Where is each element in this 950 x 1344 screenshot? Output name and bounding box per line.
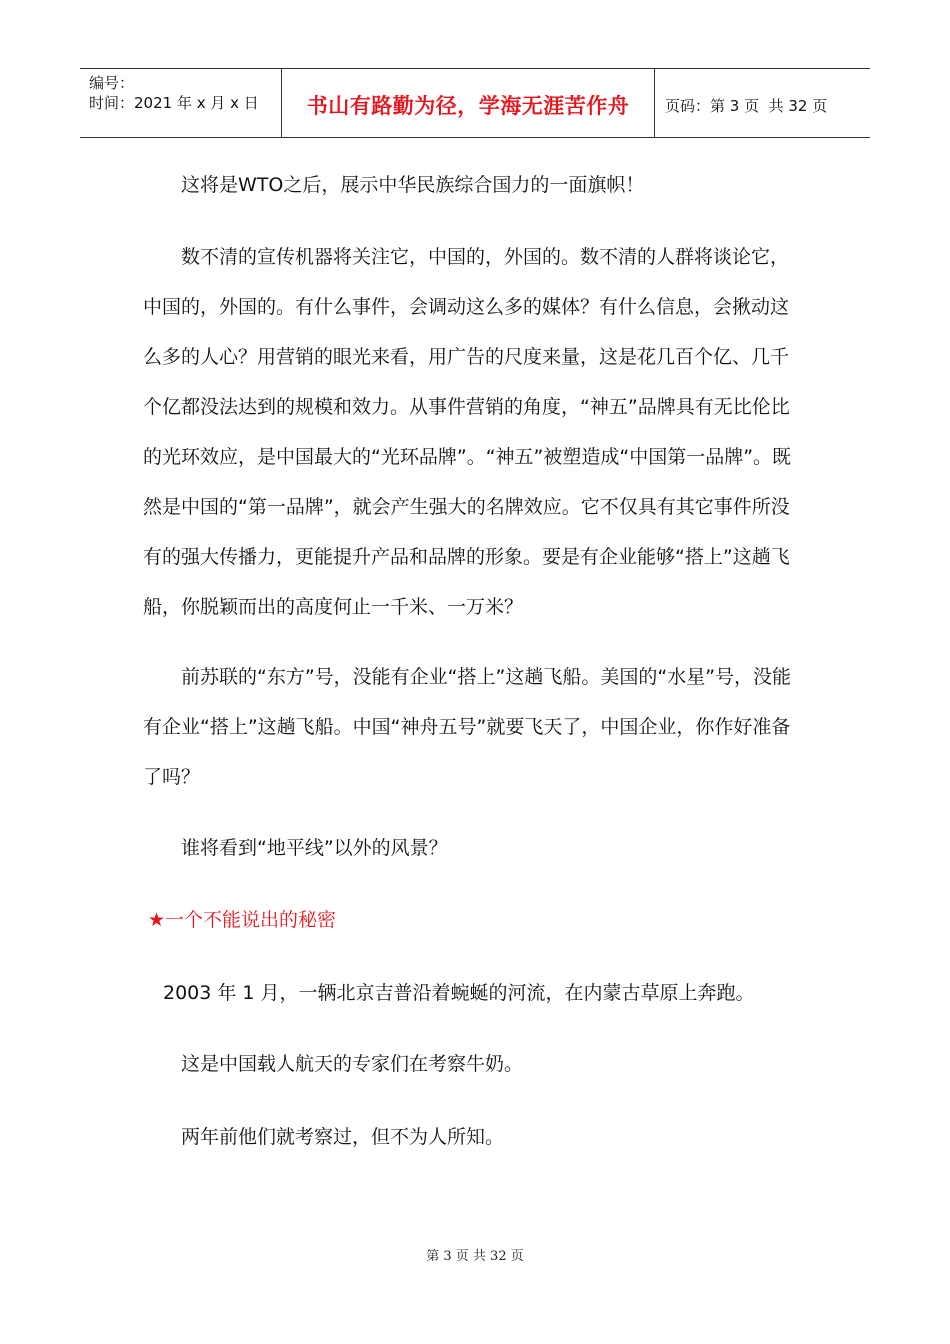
serial-number-label: 编号：	[89, 74, 135, 92]
section-heading: ★一个不能说出的秘密	[148, 909, 337, 931]
paragraph-7: 两年前他们就考察过，但不为人所知。	[181, 1126, 505, 1148]
paragraph-5: 2003 年 1 月，一辆北京吉普沿着蜿蜒的河流，在内蒙古草原上奔跑。	[163, 982, 755, 1004]
paragraph-2: 数不清的宣传机器将关注它，中国的，外国的。数不清的人群将谈论它，中国的，外国的。有什么事件，会调动这么多的媒体？有什么信息，会揪动这么多的人心？用营销的眼光来看，用广告的尺度来量，这是花几百个亿、几千个亿都没法达到的规模和效力。从事件营销的角度，“神五”品牌具有无比伦比的光环效应，是中国最大的“光环品牌”。“神五”被塑造成“中国第一品牌”。既然是中国的“第一品牌”，就会产生强大的名牌效应。它不仅具有其它事件所没有的强大传播力，更能提升产品和品牌的形象。要是有企业能够“搭上”这趟飞船，你脱颖而出的高度何止一千米、一万米？	[143, 246, 792, 618]
paragraph-4: 谁将看到“地平线”以外的风景？	[181, 837, 448, 859]
header-page-info: 页码：第 3 页 共 32 页	[665, 96, 828, 115]
paragraph-3: 前苏联的“东方”号，没能有企业“搭上”这趟飞船。美国的“水星”号，没能有企业“搭上”这趟飞船。中国“神舟五号”就要飞天了，中国企业，你作好准备了吗？	[143, 666, 792, 788]
paragraph-6: 这是中国载人航天的专家们在考察牛奶。	[181, 1053, 524, 1075]
document-header	[80, 68, 870, 138]
page-footer	[0, 1245, 950, 1264]
time-label: 时间：2021 年 x 月 x 日	[89, 94, 259, 112]
paragraph-1: 这将是WTO之后，展示中华民族综合国力的一面旗帜！	[181, 174, 645, 196]
header-meta-cell	[80, 69, 282, 137]
page-footer-text: 第 3 页 共 32 页	[426, 1249, 524, 1264]
header-page-info-cell	[655, 69, 870, 137]
header-motto: 书山有路勤为径，学海无涯苦作舟	[282, 69, 655, 137]
